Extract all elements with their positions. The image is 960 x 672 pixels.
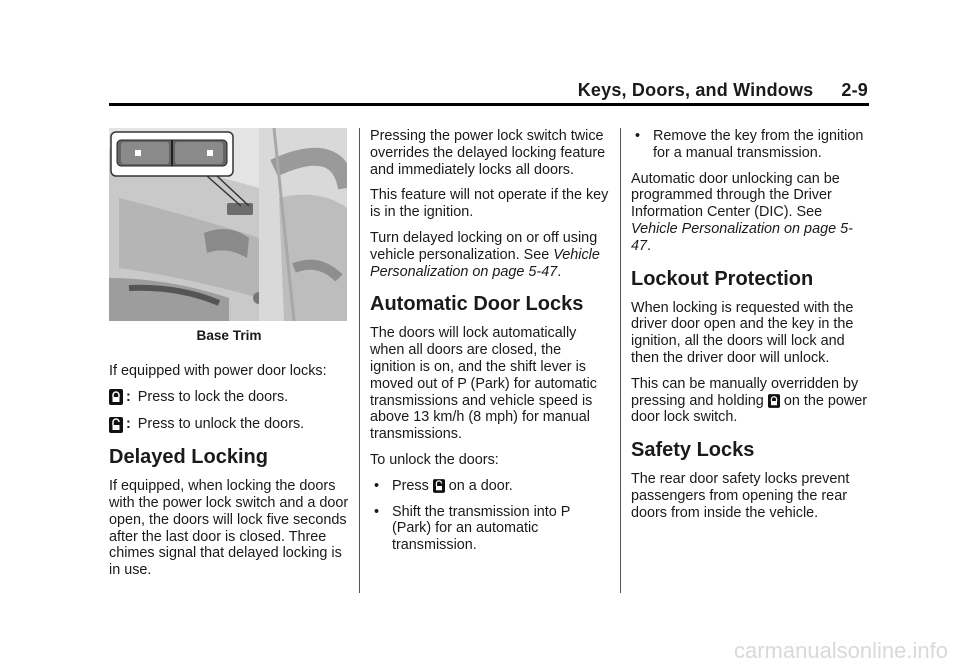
lock-icon <box>109 389 123 405</box>
unlock-steps-list-continued <box>631 128 871 162</box>
ignition-note: This feature will not operate if the key is in the ignition. <box>370 187 609 221</box>
column-3 <box>631 128 871 531</box>
heading-delayed-locking: Delayed Locking <box>109 446 268 469</box>
unlock-icon <box>109 417 123 433</box>
on-a-door-text: on a door. <box>448 477 513 494</box>
auto-unlock-text-pre: Automatic door unlocking can be programmed through the Driver Information Center (DIC). See <box>631 170 840 221</box>
override-text: Pressing the power lock switch twice overrides the delayed locking feature and immediately locks all doors. <box>370 128 606 178</box>
override-holding-pre: This can be manually overridden by pressing and holding <box>631 375 859 409</box>
header-rule <box>109 103 869 106</box>
unlock-icon <box>433 479 445 493</box>
personalization-text-post: . <box>557 263 562 280</box>
delayed-locking-text: If equipped, when locking the doors with the power lock switch and a door open, the doors will lock five seconds after the last door is closed. Three chimes signal that delayed locking is in use. <box>109 478 349 579</box>
unlock-steps-list <box>370 478 610 554</box>
lock-icon <box>768 394 780 408</box>
column-2 <box>370 128 610 563</box>
automatic-locks-text: The doors will lock automatically when all doors are closed, the ignition is on, and the shift lever is moved out of P (Park) for automatic transmissions and vehicle speed is above 13 km/h (8 mph) for manual transmissions. <box>370 325 597 443</box>
list-item <box>370 478 610 495</box>
vehicle-personalization-link[interactable]: Vehicle Personalization on page 5-47 <box>631 220 853 254</box>
list-item: • Shift the transmission into P (Park) for an automatic transmission. <box>370 504 610 554</box>
door-panel-drawing <box>109 128 347 321</box>
personalization-text-pre: Turn delayed locking on or off using vehicle personalization. See <box>370 229 598 263</box>
lock-instruction-text: Press to lock the doors. <box>137 388 289 405</box>
heading-safety-locks: Safety Locks <box>631 439 755 462</box>
page-header <box>578 80 868 101</box>
list-item: • Remove the key from the ignition for a manual transmission. <box>631 128 871 162</box>
unlock-instruction <box>109 416 349 433</box>
safety-locks-text: The rear door safety locks prevent passengers from opening the rear doors from inside the vehicle. <box>631 471 850 521</box>
heading-lockout-protection: Lockout Protection <box>631 267 814 290</box>
lock-instruction <box>109 389 349 406</box>
lockout-text: When locking is requested with the driver door open and the key in the ignition, all the doors will lock and then the driver door will unlock. <box>631 299 854 366</box>
column-divider-1 <box>359 128 360 593</box>
column-1 <box>109 128 349 588</box>
vehicle-personalization-link[interactable]: Vehicle Personalization on page 5-47 <box>370 246 600 280</box>
auto-unlock-text-post: . <box>647 237 652 254</box>
intro-text: If equipped with power door locks: <box>109 362 327 379</box>
figure-caption: Base Trim <box>196 328 262 343</box>
lock-colon: : <box>126 388 131 405</box>
door-lock-illustration <box>109 128 347 321</box>
override-holding-text <box>631 376 871 426</box>
watermark: carmanualsonline.info <box>733 638 948 663</box>
section-title: Keys, Doors, and Windows <box>577 80 814 100</box>
column-divider-2 <box>620 128 621 593</box>
override-holding-post: on the power door lock switch. <box>631 392 868 426</box>
personalization-text <box>370 230 610 280</box>
page-number: 2-9 <box>841 80 868 100</box>
heading-automatic-door-locks: Automatic Door Locks <box>370 293 584 316</box>
auto-unlock-text <box>631 171 871 255</box>
unlock-doors-intro: To unlock the doors: <box>370 451 499 468</box>
press-text: Press <box>392 477 429 494</box>
unlock-colon: : <box>126 416 131 433</box>
unlock-instruction-text: Press to unlock the doors. <box>137 416 305 433</box>
